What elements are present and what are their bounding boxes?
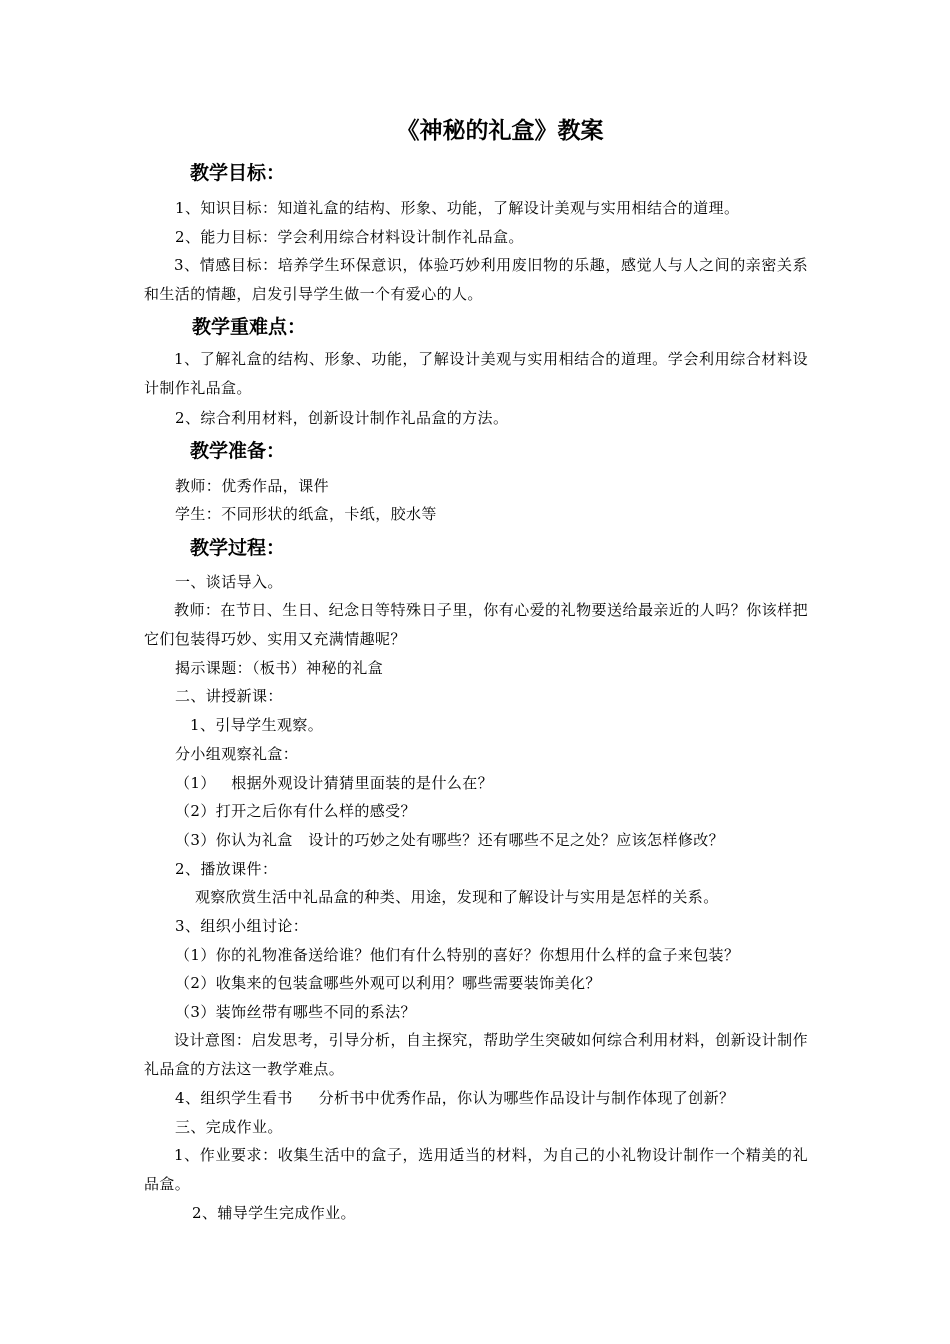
process-item: 设计意图：启发思考，引导分析，自主探究，帮助学生突破如何综合利用材料，创新设计制作礼品盒的方法这一教学难点。 bbox=[144, 1031, 808, 1078]
process-item: 分小组观察礼盒： bbox=[175, 745, 299, 763]
heading-objectives: 教学目标： bbox=[190, 162, 286, 184]
process-item: 三、完成作业。 bbox=[175, 1118, 283, 1136]
key-point-item: 1、了解礼盒的结构、形象、功能，了解设计美观与实用相结合的道理。学会利用综合材料设计制作礼品盒。 bbox=[144, 350, 808, 397]
preparation-item: 学生：不同形状的纸盒，卡纸，胶水等 bbox=[175, 505, 437, 523]
heading-key-points: 教学重难点： bbox=[192, 316, 307, 338]
process-item: 揭示课题：（板书）神秘的礼盒 bbox=[175, 659, 384, 677]
preparation-item: 教师：优秀作品，课件 bbox=[175, 477, 330, 495]
key-point-item: 2、综合利用材料，创新设计制作礼品盒的方法。 bbox=[175, 409, 509, 427]
process-item: 教师：在节日、生日、纪念日等特殊日子里，你有心爱的礼物要送给最亲近的人吗？你该样把它们包装得巧妙、实用又充满情趣呢？ bbox=[144, 601, 808, 648]
process-item: （2）收集来的包装盒哪些外观可以利用？哪些需要装饰美化？ bbox=[175, 974, 601, 992]
process-item: （1） 根据外观设计猜猜里面装的是什么在？ bbox=[175, 774, 494, 792]
document-title: 《神秘的礼盒》教案 bbox=[396, 118, 604, 144]
process-item: （3）装饰丝带有哪些不同的系法？ bbox=[175, 1003, 416, 1021]
process-item: 2、播放课件： bbox=[175, 860, 278, 878]
heading-preparation: 教学准备： bbox=[190, 440, 286, 462]
process-item: 二、讲授新课： bbox=[175, 687, 283, 705]
objective-item: 3、情感目标：培养学生环保意识，体验巧妙利用废旧物的乐趣，感觉人与人之间的亲密关系和生活的情趣，启发引导学生做一个有爱心的人。 bbox=[144, 256, 808, 303]
process-item: （2）打开之后你有什么样的感受？ bbox=[175, 802, 416, 820]
process-item: （3）你认为礼盒 设计的巧妙之处有哪些？还有哪些不足之处？应该怎样修改？ bbox=[175, 831, 725, 849]
process-item: （1）你的礼物准备送给谁？他们有什么特别的喜好？你想用什么样的盒子来包装？ bbox=[175, 946, 740, 964]
objective-item: 2、能力目标：学会利用综合材料设计制作礼品盒。 bbox=[175, 228, 524, 246]
process-item: 3、组织小组讨论： bbox=[175, 917, 309, 935]
process-item: 2、辅导学生完成作业。 bbox=[192, 1204, 356, 1222]
objective-item: 1、知识目标：知道礼盒的结构、形象、功能，了解设计美观与实用相结合的道理。 bbox=[175, 199, 740, 217]
process-item: 4、组织学生看书 分析书中优秀作品，你认为哪些作品设计与制作体现了创新？ bbox=[175, 1089, 735, 1107]
process-item: 1、引导学生观察。 bbox=[190, 716, 324, 734]
process-item: 1、作业要求：收集生活中的盒子，选用适当的材料，为自己的小礼物设计制作一个精美的礼品盒。 bbox=[144, 1146, 808, 1193]
process-item: 一、谈话导入。 bbox=[175, 573, 283, 591]
process-item: 观察欣赏生活中礼品盒的种类、用途，发现和了解设计与实用是怎样的关系。 bbox=[195, 888, 719, 906]
heading-process: 教学过程： bbox=[190, 537, 286, 559]
